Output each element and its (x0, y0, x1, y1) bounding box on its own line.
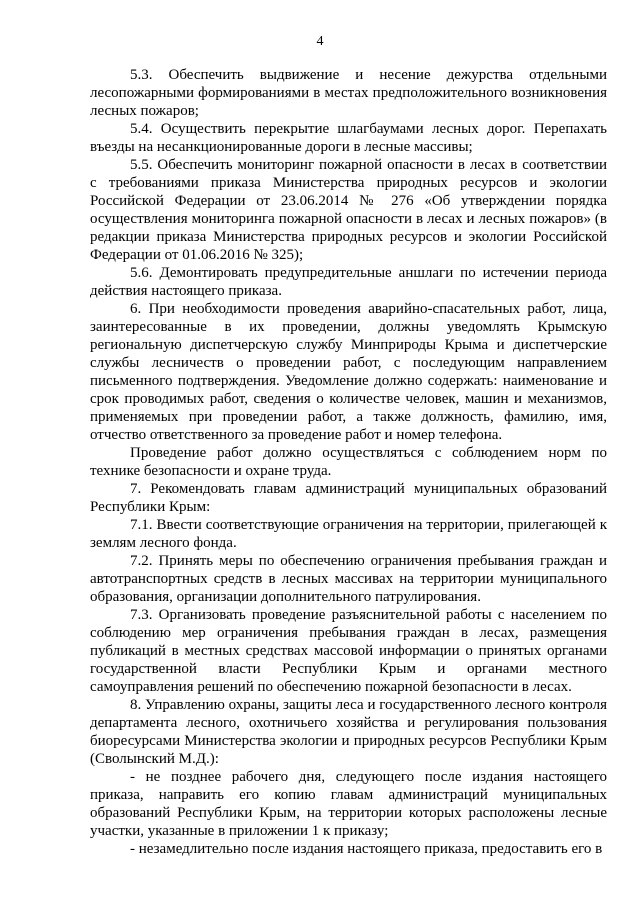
paragraph-7-2: 7.2. Принять меры по обеспечению ограничения пребывания граждан и автотранспортных средств в лесных массивах на территории муниципального образования, организации дополнительного патрулирования. (90, 553, 607, 605)
paragraph-7: 7. Рекомендовать главам администраций муниципальных образований Республики Крым: (90, 481, 607, 515)
paragraph-8-item-1: - не позднее рабочего дня, следующего после издания настоящего приказа, направить его копию главам администраций муниципальных образований Республики Крым, на территории которых расположены лесные участки, указанные в приложении 1 к приказу; (90, 769, 607, 839)
paragraph-7-1: 7.1. Ввести соответствующие ограничения на территории, прилегающей к землям лесного фонда. (90, 517, 607, 551)
page-number: 4 (316, 34, 324, 49)
paragraph-5-6: 5.6. Демонтировать предупредительные аншлаги по истечении периода действия настоящего приказа. (90, 265, 607, 299)
document-body (90, 66, 607, 858)
paragraph-8: 8. Управлению охраны, защиты леса и государственного лесного контроля департамента лесного, охотничьего хозяйства и регулирования пользования биоресурсами Министерства экологии и природных ресурсов Республики Крым (Сволынский М.Д.): (90, 697, 607, 767)
paragraph-6-safety: Проведение работ должно осуществляться с соблюдением норм по технике безопасности и охране труда. (90, 445, 607, 479)
paragraph-5-3: 5.3. Обеспечить выдвижение и несение дежурства отдельными лесопожарными формированиями в местах предположительного возникновения лесных пожаров; (90, 67, 607, 119)
paragraph-6: 6. При необходимости проведения аварийно-спасательных работ, лица, заинтересованные в их проведении, должны уведомлять Крымскую региональную диспетчерскую службу Минприроды Крыма и диспетчерские службы лесничеств о проведении работ, с последующим направлением письменного подтверждения. Уведомление должно содержать: наименование и срок проводимых работ, сведения о количестве человек, машин и механизмов, применяемых при проведении работ, а также должность, фамилию, имя, отчество ответственного за проведение работ и номер телефона. (90, 301, 607, 443)
paragraph-8-item-2: - незамедлительно после издания настоящего приказа, предоставить его в (130, 841, 603, 857)
paragraph-5-4: 5.4. Осуществить перекрытие шлагбаумами лесных дорог. Перепахать въезды на несанкционированные дороги в лесные массивы; (90, 121, 607, 155)
paragraph-7-3: 7.3. Организовать проведение разъяснительной работы с населением по соблюдению мер ограничения пребывания граждан в лесах, размещения публикаций в местных средствах массовой информации о принятых органами государственной власти Республики Крым и органами местного самоуправления решений по обеспечению пожарной безопасности в лесах. (90, 607, 607, 695)
paragraph-5-5: 5.5. Обеспечить мониторинг пожарной опасности в лесах в соответствии с требованиями приказа Министерства природных ресурсов и экологии Российской Федерации от 23.06.2014 № 276 «Об утверждении порядка осуществления мониторинга пожарной опасности в лесах и лесных пожаров» (в редакции приказа Министерства природных ресурсов и экологии Российской Федерации от 01.06.2016 № 325); (90, 157, 607, 263)
